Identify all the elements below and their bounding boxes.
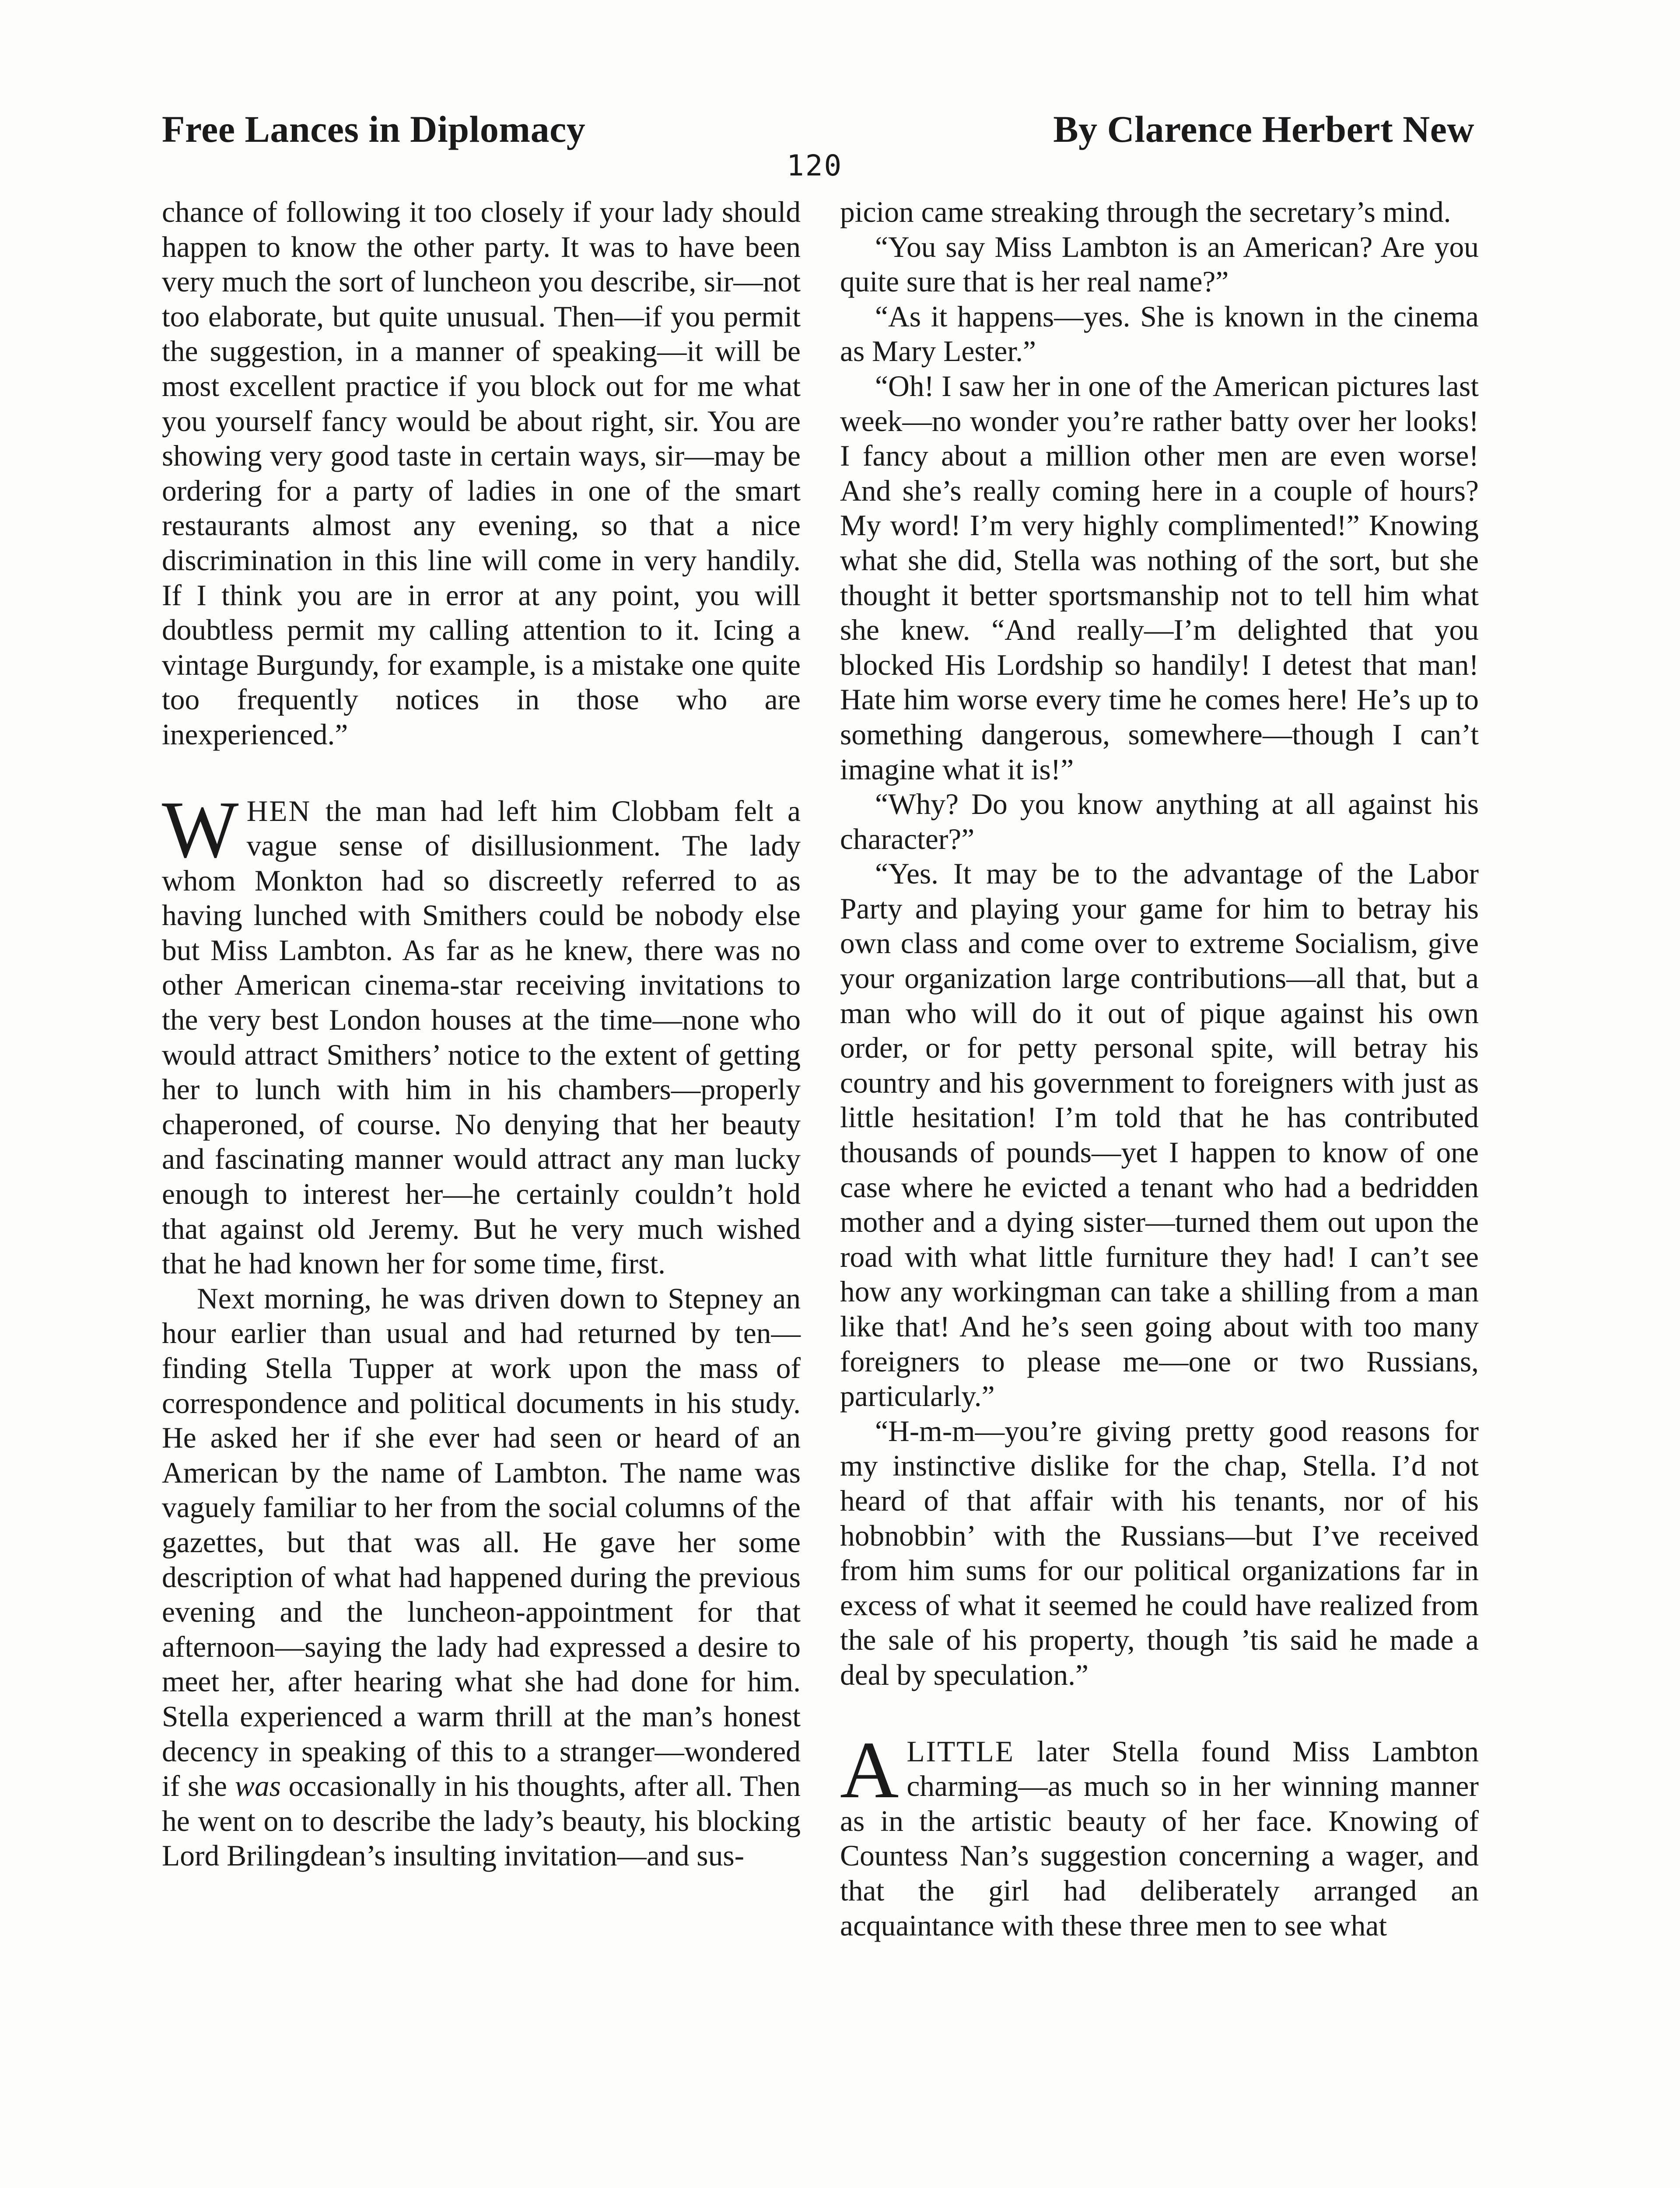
- left-column: [162, 195, 801, 1873]
- story-title: Free Lances in Diplomacy: [162, 108, 586, 150]
- paragraph-text: Next morning, he was driven down to Stepney an hour earlier than usual and had returned by ten—finding Stella Tupper at work upon the mass of correspondence and political documents in his study. He asked her if she ever had seen or heard of an American by the name of Lambton. The name was vaguely familiar to her from the social columns of the gazettes, but that was all. He gave her some description of what had happened during the previous evening and the luncheon-appointment for that afternoon—saying the lady had expressed a desire to meet her, after hearing what she had done for him. Stella experienced a warm thrill at the man’s honest decency in speaking of this to a stranger—wondered if she: [162, 1282, 801, 1803]
- paragraph: [162, 1281, 801, 1873]
- section-lead-words: HEN: [246, 794, 312, 828]
- drop-cap: W: [162, 784, 239, 875]
- paragraph-text: the man had left him Clobbam felt a vague sense of disillusionment. The lady whom Monkton had so discreetly referred to as having lunched with Smithers could be nobody else but Miss Lambton. As far as he knew, there was no other American cinema-star receiving invitations to the very best London houses at the time—none who would attract Smithers’ notice to the extent of getting her to lunch with him in his chambers—properly chaperoned, of course. No denying that her beauty and fascinating manner would attract any man lucky enough to interest her—he certainly couldn’t hold that against old Jeremy. But he very much wished that he had known her for some time, first.: [162, 794, 801, 1280]
- paragraph: “Oh! I saw her in one of the American pictures last week—no wonder you’re rather batty over her looks! I fancy about a million other men are even worse! And she’s really coming here in a couple of hours? My word! I’m very highly complimented!” Knowing what she did, Stella was nothing of the sort, but she thought it better sportsmanship not to tell him what she knew. “And really—I’m delighted that you blocked His Lordship so handily! I detest that man! Hate him worse every time he comes here! He’s up to something dangerous, somewhere—though I can’t imagine what it is!”: [840, 369, 1479, 786]
- section-opening-paragraph: [162, 784, 801, 1281]
- right-column: [840, 195, 1479, 1943]
- drop-cap: A: [840, 1725, 899, 1815]
- italic-word: was: [234, 1770, 281, 1803]
- paragraph-text: later Stella found Miss Lambton charming—as much so in her winning manner as in the artistic beauty of her face. Knowing of Countess Nan’s suggestion concerning a wager, and that the girl had deliberately arranged an acquaintance with these three men to see what: [840, 1735, 1479, 1942]
- section-opening-paragraph: [840, 1725, 1479, 1943]
- author-byline: By Clarence Herbert New: [1053, 108, 1474, 150]
- paragraph: “You say Miss Lambton is an American? Are you quite sure that is her real name?”: [840, 230, 1479, 298]
- paragraph: “As it happens—yes. She is known in the cinema as Mary Lester.”: [840, 300, 1479, 368]
- paragraph: “Yes. It may be to the advantage of the Labor Party and playing your game for him to betray his own class and come over to extreme Socialism, give your organization large contributions—all that, but a man who will do it out of pique against his own order, or for petty personal spite, will betray his country and his government to foreigners with just as little hesitation! I’m told that he has contributed thousands of pounds—yet I happen to know of one case where he evicted a tenant who had a bedridden mother and a dying sister—turned them out upon the road with what little furniture they had! I can’t see how any workingman can take a shilling from a man like that! And he’s seen going about with too many foreigners to please me—one or two Russians, particularly.”: [840, 857, 1479, 1413]
- paragraph-text: occasionally in his thoughts, after all. Then he went on to describe the lady’s beauty, his blocking Lord Brilingdean’s insulting invitation—and sus-: [162, 1770, 801, 1872]
- paragraph: picion came streaking through the secretary’s mind.: [840, 196, 1451, 228]
- section-lead-words: LITTLE: [906, 1735, 1015, 1768]
- page-number: 120: [787, 149, 843, 182]
- paragraph: “H-m-m—you’re giving pretty good reasons for my instinctive dislike for the chap, Stella. I’d not heard of that affair with his tenants, nor of his hobnobbin’ with the Russians—but I’ve received from him sums for our political organizations far in excess of what it seemed he could have realized from the sale of his property, though ’tis said he made a deal by speculation.”: [840, 1414, 1479, 1691]
- paragraph: chance of following it too closely if your lady should happen to know the other party. It was to have been very much the sort of luncheon you describe, sir—not too elaborate, but quite unusual. Then—if you permit the suggestion, in a manner of speaking—it will be most excellent practice if you block out for me what you yourself fancy would be about right, sir. You are showing very good taste in certain ways, sir—may be ordering for a party of ladies in one of the smart restaurants almost any evening, so that a nice discrimination in this line will come in very handily. If I think you are in error at any point, you will doubtless permit my calling attention to it. Icing a vintage Burgundy, for example, is a mistake one quite too frequently notices in those who are inexperienced.”: [162, 196, 801, 751]
- paragraph: “Why? Do you know anything at all against his character?”: [840, 788, 1479, 856]
